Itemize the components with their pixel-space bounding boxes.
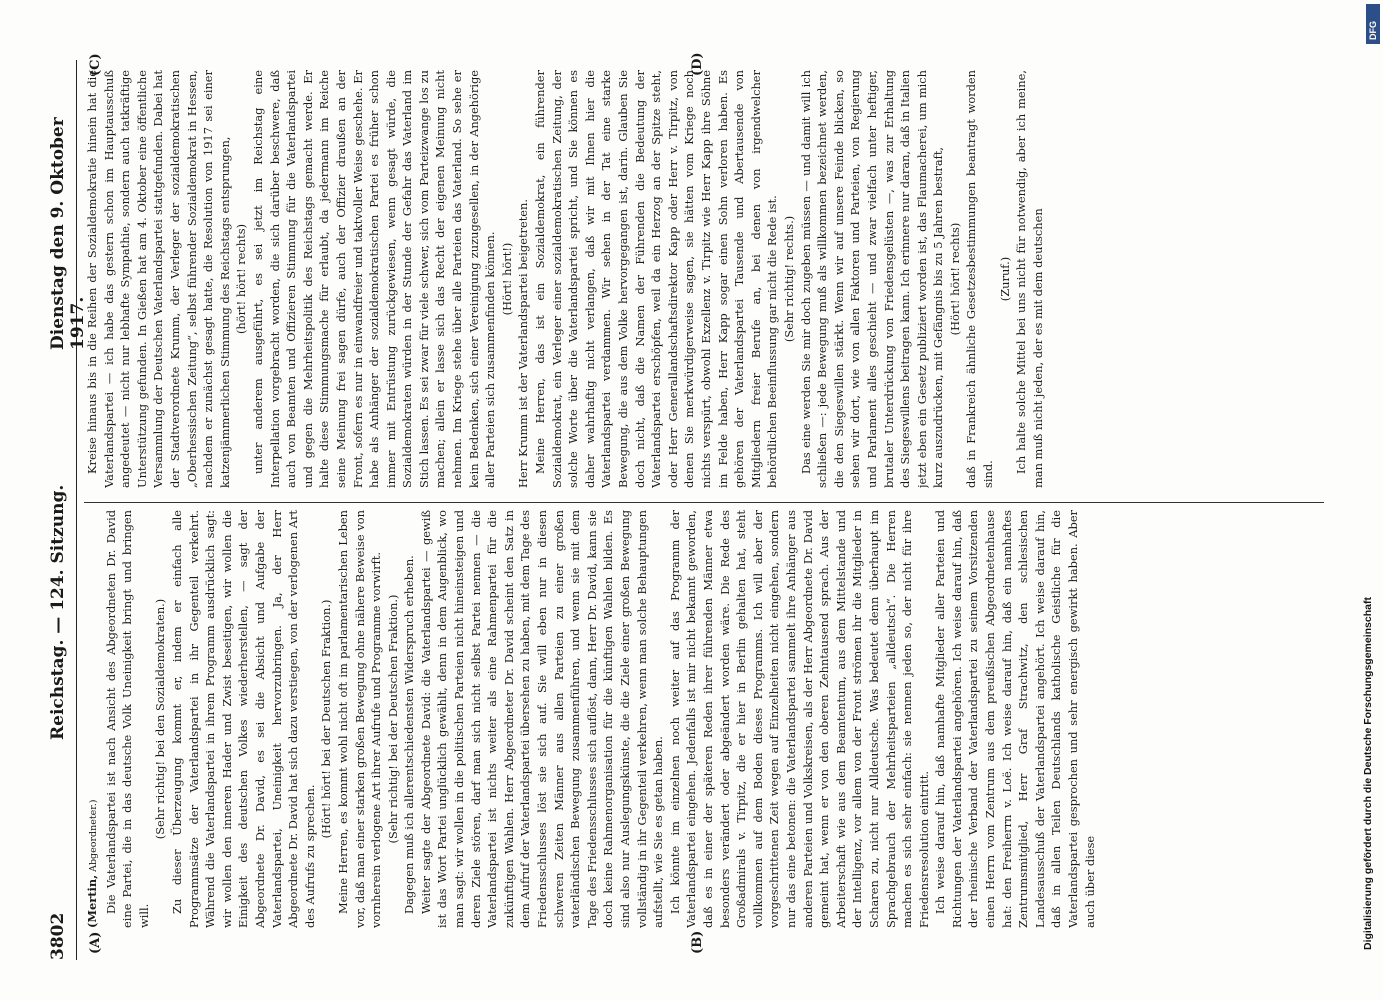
interjection: (Hört! hört! rechts) <box>947 222 962 336</box>
interjection: (Hört! hört!) <box>499 242 514 316</box>
paragraph: Meine Herren, es kommt wohl nicht oft im parlamentarischen Leben vor, daß man einer starken großen Bewegung ohne nähere Beweise von vornherein verlogene Art ihrer Aufrufe und Programme vorwirft. <box>335 510 384 928</box>
interjection: (Sehr richtig! rechts.) <box>781 215 796 343</box>
session-title: Reichstag. — 124. Sitzung. <box>48 484 68 740</box>
right-column <box>84 70 1334 488</box>
margin-marker-b: (B) <box>690 930 705 954</box>
paragraph: Meine Herren, das ist ein Sozialdemokrat, ein führender Sozialdemokrat, ein Verleger einer sozialdemokratischen Zeitung, der solche Worte über die Vaterlandspartei spricht, und Sie können es daher wahrhaftig nicht verlangen, daß wir mit Ihnen hier die Vaterlandspartei verdammen. Wir sehen in der Tat eine starke Bewegung, die aus dem Volke hervorgegangen ist, darin. Glauben Sie doch nicht, daß die Namen der Führenden die Bedeutung der Vaterlandspartei erschöpfen, weil da ein Herzog an der Spitze steht, oder Herr Generallandschaftsdirektor Kapp oder Herr v. Tirpitz, von denen Sie merkwürdigerweise sagen, sie hätten vom Kriege noch nichts verspürt, obwohl Exzellenz v. Tirpitz wie Herr Kapp ihre Söhne im Felde haben, Herr Kapp sogar einen Sohn verloren haben. Es gehören der Vaterlandspartei Tausende und Abertausende von Mitgliedern freier Berufe an, bei denen von irgendwelcher behördlichen Beeinflussung gar nicht die Rede ist. <box>533 70 780 488</box>
margin-marker-a: (A) <box>88 931 103 954</box>
paragraph: Die Vaterlandspartei ist nach Ansicht des Abgeordneten Dr. David eine Partei, die in das deutsche Volk Uneinigkeit bringt und bringen will. <box>103 510 151 928</box>
paragraph: Kreise hinaus bis in die Reihen der Sozialdemokratie hinein hat die Vaterlandspartei — ich habe das gestern schon im Hauptausschuß angedeutet — nicht nur lebhafte Sympathie, sondern auch tatkräftige Unterstützung gefunden. In Gießen hat am 4. Oktober eine öffentliche Versammlung der Deutschen Vaterlandspartei stattgefunden. Dabei hat der Stadtverordnete Krumm, der Verleger der sozialdemokratischen „Oberhessischen Zeitung“, selbst führender Sozialdemokrat in Hessen, nachdem er zunächst gesagt hatte, die Resolution von 1917 sei einer katzenjämmerlichen Stimmung des Reichstags entsprungen, <box>85 70 232 488</box>
margin-marker-d: (D) <box>690 52 705 76</box>
speaker-line <box>84 510 103 928</box>
session-date: Dienstag den 9. Oktober 1917. <box>48 117 88 350</box>
paragraph: Ich weise darauf hin, daß namhafte Mitglieder aller Parteien und Richtungen der Vaterlandspartei angehören. Ich weise darauf hin, daß der rheinische Verband der Vaterlandspartei zu seinem Vorsitzenden einen Herrn vom Zentrum aus dem preußischen Abgeordnetenhause hat: den Freiherrn v. Loë. Ich weise darauf hin, daß ein namhaftes Zentrumsmitglied, Herr Graf Strachwitz, den schlesischen Landesausschuß der Vaterlandspartei angehört. Ich weise darauf hin, daß in allen Teilen Deutschlands katholische Geistliche für die Vaterlandspartei gesprochen und sehr energisch gewirkt haben. Aber auch über diese <box>933 510 1097 928</box>
paragraph: Das eine werden Sie mir doch zugeben müssen — und damit will ich schließen —: jede Bewegung muß als willkommen bezeichnet werden, die den Siegeswillen stärkt. Wenn wir auf unsere Feinde blicken, so sehen wir dort, wie von allen Faktoren und Parteien, von Regierung und Parlament alles geschieht — und zwar vielfach unter heftiger, brutaler Unterdrückung von Friedensgelüsten —, was zur Erhaltung des Siegeswillens beitragen kann. Ich erinnere nur daran, daß in Italien jetzt eben ein Gesetz publiziert worden ist, das Flaumacherei, um mich kurz auszudrücken, mit Gefängnis bis zu 5 Jahren bestraft, <box>798 70 946 488</box>
interjection: (Sehr richtig! bei der Deutschen Fraktion.) <box>385 594 400 844</box>
column-divider <box>84 502 1324 503</box>
left-column <box>84 510 1334 928</box>
page-header <box>46 60 88 960</box>
margin-marker-c: (C) <box>88 53 103 76</box>
speaker-name: (Mertin, <box>85 874 99 928</box>
speaker-role: Abgeordneter.) <box>88 799 99 875</box>
paragraph: Ich halte solche Mittel bei uns nicht für notwendig, aber ich meine, man muß nicht jeden, der es mit dem deutschen <box>1014 70 1045 488</box>
paragraph: daß in Frankreich ähnliche Gesetzesbestimmungen beantragt worden sind. <box>964 70 996 488</box>
interjection: (Sehr richtig! bei den Sozialdemokraten.) <box>153 598 168 840</box>
paragraph: Ich könnte im einzelnen noch weiter auf das Programm der Vaterlandspartei eingehen. Jedenfalls ist mir nicht bekannt geworden, daß es in einer der späteren Reden ihrer führenden Männer etwa besonders verändert oder abgeändert worden wäre. Die Rede des Großadmirals v. Tirpitz, die er hier in Berlin gehalten hat, steht vollkommen auf dem Boden dieses Programms. Ich will aber der vorgeschrittenen Zeit wegen auf Einzelheiten nicht eingehen, sondern nur das eine betonen: die Vaterlandspartei sammelt ihre Anhänger aus anderen Parteien und Volkskreisen, als der Herr Abgeordnete Dr. David gemeint hat, wenn er von den oberen Zehntausend sprach. Aus der Arbeiterschaft wie aus dem Beamtentum, aus dem Mittelstande und der Intelligenz, vor allem von der Front strömen ihr die Mitglieder in Scharen zu, nicht nur Alldeutsche. Was bedeutet denn überhaupt im Sprachgebrauch der Mehrheitsparteien „alldeutsch“. Die Herren machen es sich sehr einfach: sie nennen jeden so, der nicht für ihre Friedensresolution eintritt. <box>667 510 931 928</box>
digitization-note: Digitalisierung gefördert durch die Deutsche Forschungsgemeinschaft <box>1362 597 1374 950</box>
paragraph: Dagegen muß ich allerentschiedensten Widerspruch erheben. <box>402 555 417 914</box>
dfg-logo <box>1366 4 1380 44</box>
page-number: 3802 <box>48 912 68 960</box>
paragraph: unter anderem ausgeführt, es sei jetzt im Reichstag eine Interpellation vorgebracht worden, die sich darüber beschwere, daß auch von Beamten und Offizieren Stimmung für die Vaterlandspartei und gegen die Mehrheitspolitik des Reichstags gemacht werde. Er halte diese Stimmungsmache für erlaubt, da jedermann im Reiche seine Meinung frei sagen dürfe, auch der Offizier draußen an der Front, sofern es nur in einwandfreier und taktvoller Weise geschehe. Er habe als Anhänger der sozialdemokratischen Partei es früher schon immer mit Entrüstung zurückgewiesen, wenn gesagt würde, die Sozialdemokraten würden in der Stunde der Gefahr das Vaterland im Stich lassen. Es sei zwar für viele schwer, sich vom Parteizwange los zu machen; allein er lasse sich das Recht der eigenen Meinung nicht nehmen. Im Kriege stehe über alle Parteien das Vaterland. So sehe er kein Bedenken, sich einer Vereinigung zuzugesellen, in der Angehörige aller Parteien sich zusammenfinden können. <box>250 70 498 488</box>
interjection: (hört! hört! rechts) <box>234 223 249 335</box>
interjection: (Zuruf.) <box>997 256 1012 302</box>
dfg-logo-text: DFG <box>1368 21 1378 40</box>
paragraph: Weiter sagte der Abgeordnete David: die Vaterlandspartei — gewiß ist das Wort Partei unglücklich gewählt, denn in dem Augenblick, wo man sagt: wir wollen in die politischen Parteien nicht hineinsteigen und deren Ziele stören, darf man sich nicht selbst Partei nennen — die Vaterlandspartei ist nichts weiter als eine Rahmenpartei für die zukünftigen Wahlen. Herr Abgeordneter Dr. David scheint den Satz in dem Aufruf der Vaterlandspartei übersehen zu haben, mit dem Tage des Friedensschlusses löst sie sich auf. Sie will eben nur in diesen schweren Zeiten Männer aus allen Parteien zu einer großen vaterländischen Bewegung zusammenführen, und wenn sie mit dem Tage des Friedensschlusses sich auflöst, dann, Herr Dr. David, kann sie doch keine Rahmenorganisation für die künftigen Wahlen bilden. Es sind also nur Auslegungskünste, die die Ziele einer großen Bewegung vollständig in ihr Gegenteil verkehren, wenn man solche Behauptungen aufstellt, wie Sie es getan haben. <box>418 510 666 928</box>
paragraph: Herr Krumm ist der Vaterlandspartei beigetreten. <box>516 199 531 488</box>
interjection: (Hört! hört! bei der Deutschen Fraktion.) <box>319 599 334 839</box>
paragraph: Zu dieser Überzeugung kommt er, indem er einfach alle Programmsätze der Vaterlandspartei in ihr Gegenteil verkehrt. Während die Vaterlandspartei in ihrem Programm ausdrücklich sagt: wir wollen den inneren Hader und Zwist beseitigen, wir wollen die Einigkeit des deutschen Volkes wiederherstellen, — sagt der Abgeordnete Dr. David, es sei die Absicht und Aufgabe der Vaterlandspartei, Uneinigkeit hervorzubringen. Ja, der Herr Abgeordnete Dr. David hat sich dazu verstiegen, von der verlogenen Art des Aufrufs zu sprechen. <box>169 510 317 928</box>
